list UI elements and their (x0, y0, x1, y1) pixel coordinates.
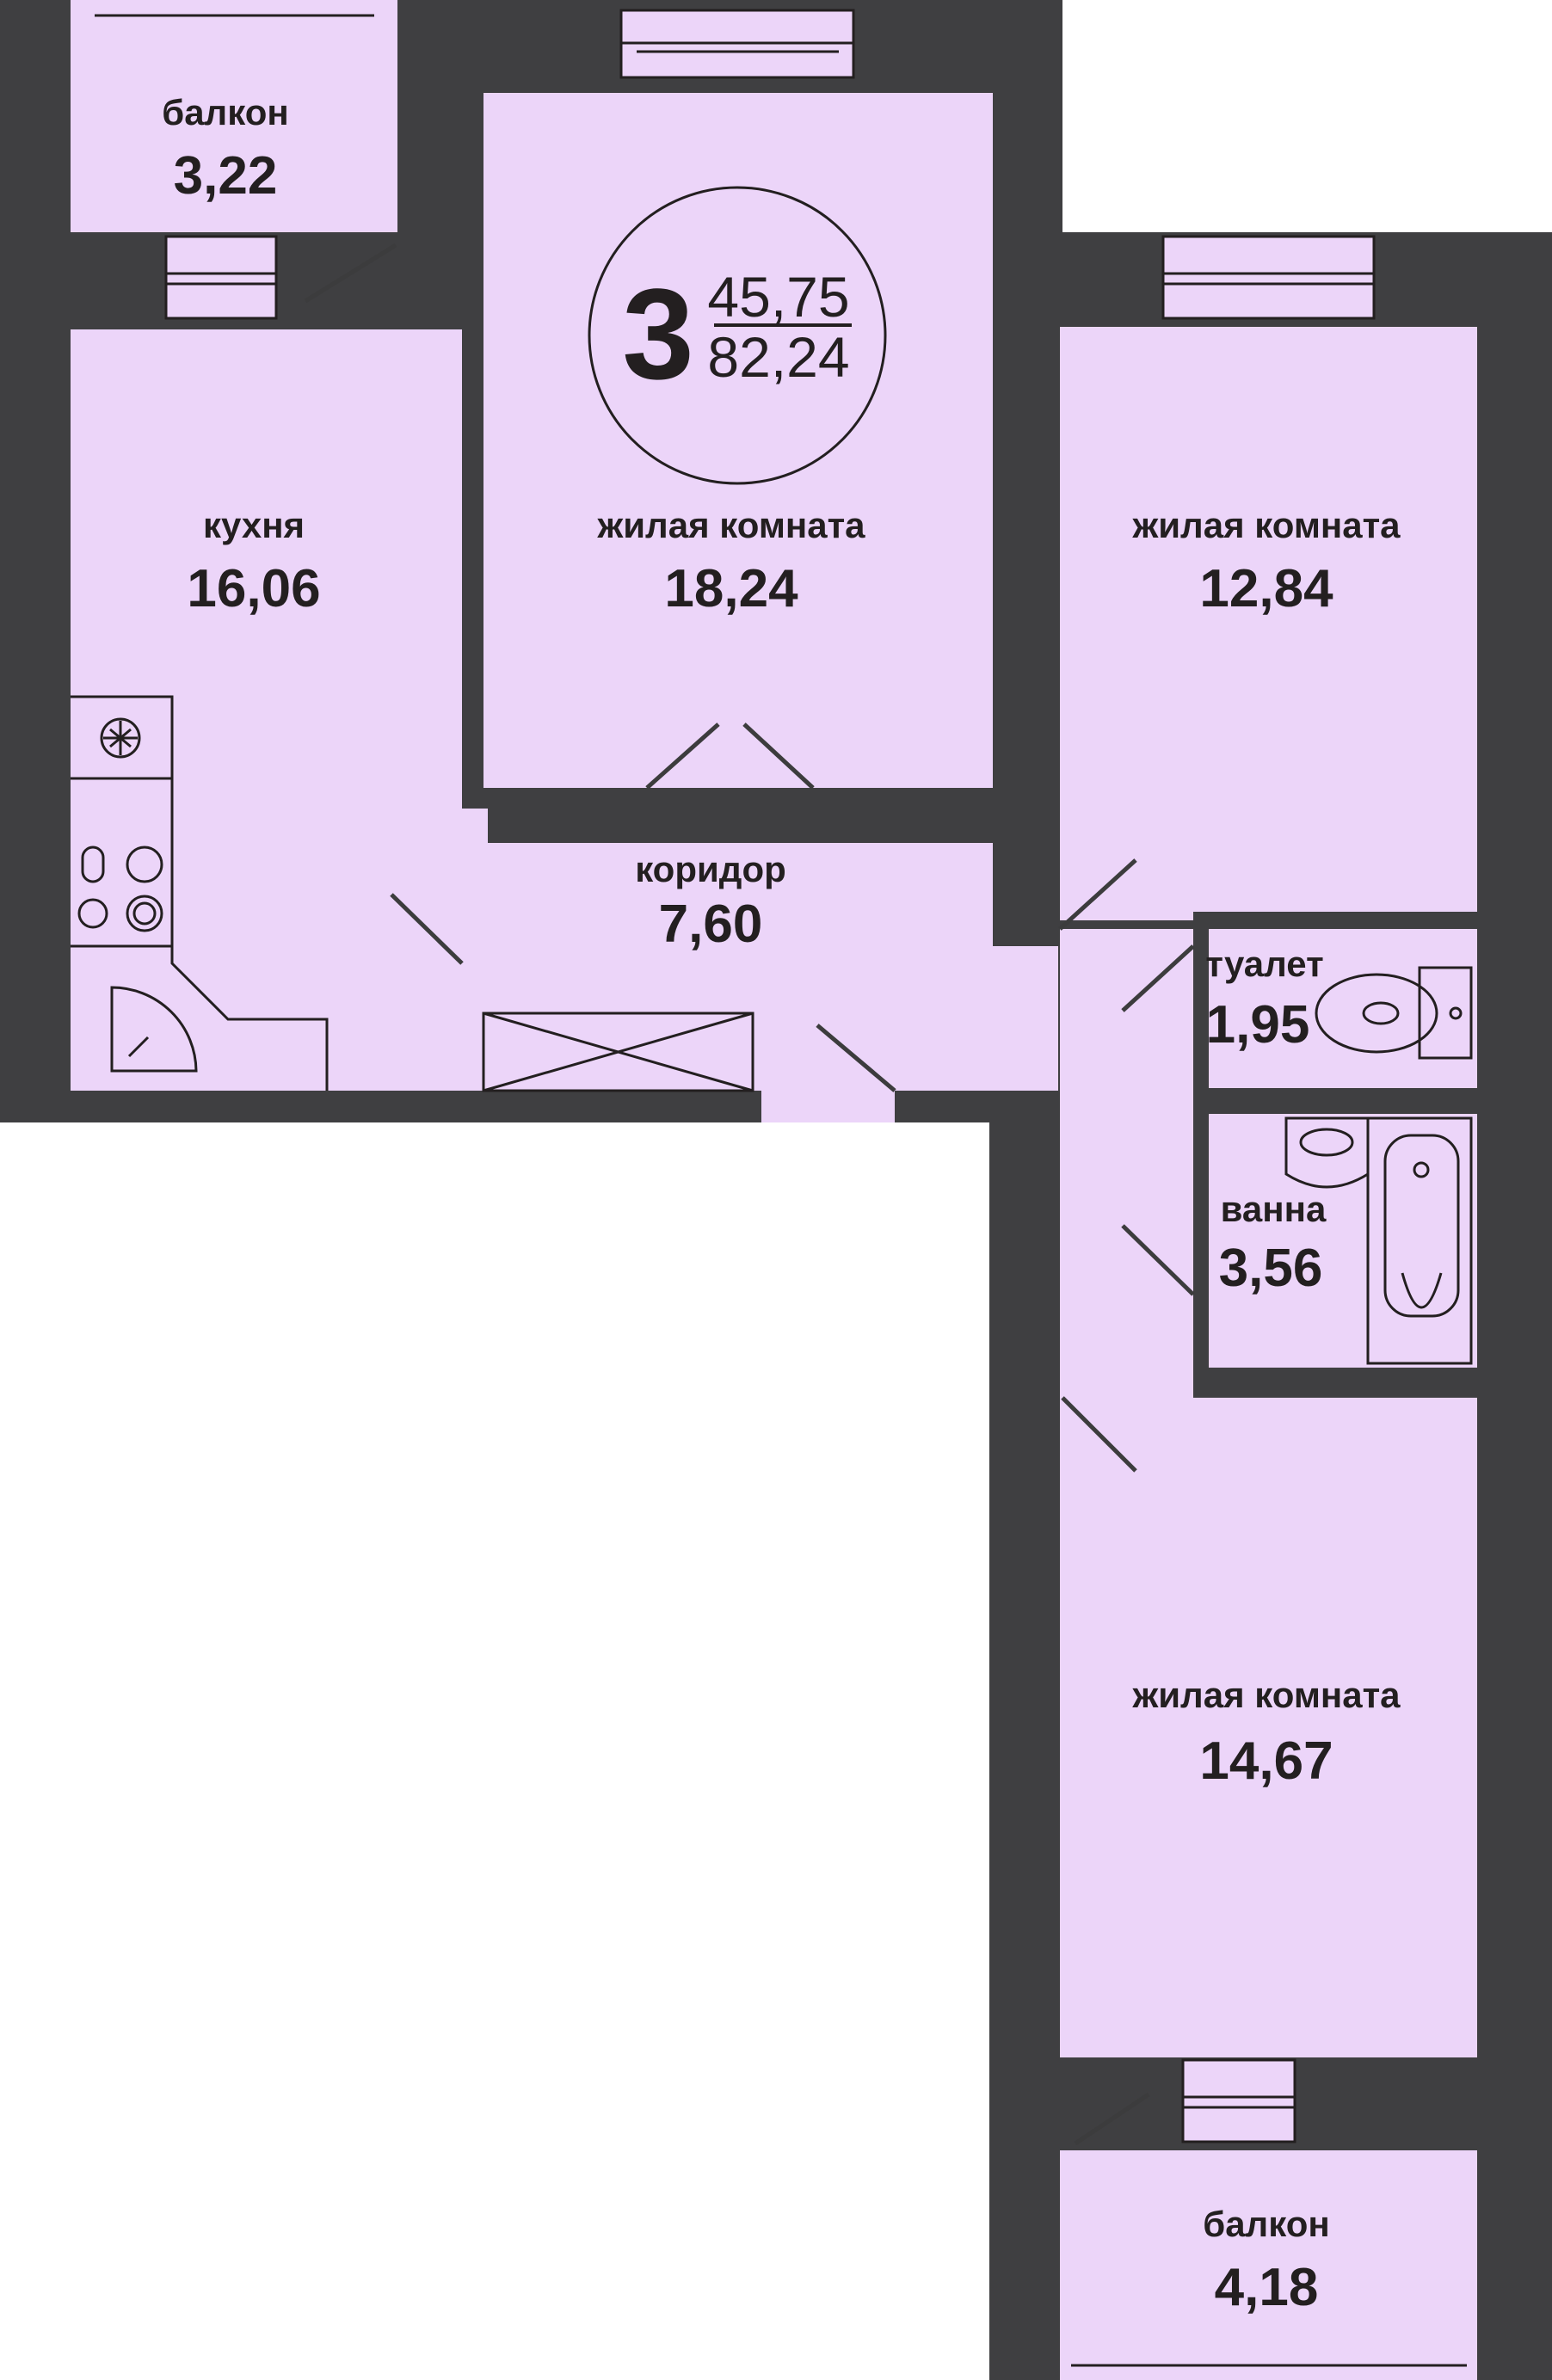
fridge-icon (102, 719, 139, 757)
room-name: жилая комната (1132, 1675, 1401, 1715)
total-area: 82,24 (707, 325, 850, 389)
room-area: 1,95 (1205, 995, 1310, 1055)
floor-hall-right (1060, 1015, 1193, 1428)
room-area: 12,84 (1199, 559, 1333, 618)
room-area: 7,60 (658, 895, 763, 954)
floor-corridor-door (761, 1015, 895, 1122)
room-name: жилая комната (597, 505, 865, 545)
window-icon (1163, 237, 1374, 318)
window-icon (166, 237, 276, 318)
room-area: 16,06 (187, 559, 321, 618)
room-name: туалет (1205, 944, 1324, 984)
floor-corridor-gap2 (989, 929, 1058, 1092)
room-name: балкон (162, 92, 289, 132)
room-area: 3,56 (1218, 1239, 1323, 1298)
room-area: 14,67 (1199, 1731, 1333, 1791)
room-area: 18,24 (664, 559, 798, 618)
living-area: 45,75 (707, 265, 850, 329)
room-name: коридор (635, 849, 786, 889)
room-name: кухня (202, 505, 305, 545)
room-name: жилая комната (1132, 505, 1401, 545)
room-name: балкон (1203, 2204, 1330, 2244)
window-icon (621, 10, 853, 77)
floor-living-1 (483, 93, 993, 788)
floor-living-2 (1060, 327, 1477, 920)
floor-kitchen (71, 329, 462, 1091)
room-area: 3,22 (173, 146, 278, 206)
room-name: ванна (1220, 1189, 1327, 1229)
window-icon (1183, 2060, 1295, 2142)
room-area: 4,18 (1214, 2258, 1319, 2317)
floor-living-3 (1060, 1398, 1477, 2057)
rooms-count: 3 (622, 261, 694, 406)
